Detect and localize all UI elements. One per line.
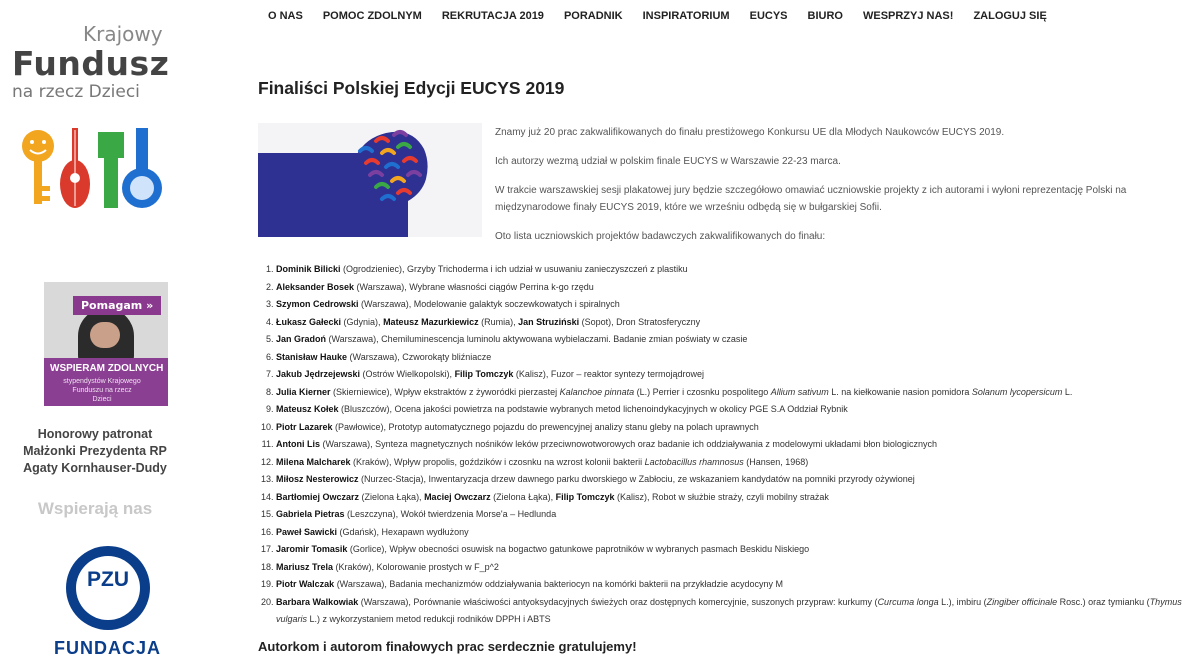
finalist-details: (Bluszczów), Ocena jakości powietrza na podstawie wybranych metod lichenoindykacyjnych w okolicy PGE S.A Oddział Rybnik bbox=[338, 404, 848, 414]
finalist-details: (L.) Perrier i czosnku pospolitego bbox=[634, 386, 771, 397]
chevron-right-icon: » bbox=[146, 299, 154, 312]
finalist-details: (Warszawa), Badania mechanizmów oddziaływania bakteriocyn na komórki bakterii na przykładzie acydocyny M bbox=[334, 579, 784, 589]
nav-wesprzyj[interactable]: WESPRZYJ NAS! bbox=[862, 10, 954, 22]
logo-art-icon bbox=[18, 126, 168, 216]
finalist-item bbox=[276, 524, 1193, 542]
intro-text bbox=[495, 124, 1193, 257]
finalist-details: (Ogrodzieniec), Grzyby Trichoderma i ich udział w usuwaniu zanieczyszczeń z plastiku bbox=[340, 264, 688, 274]
promo-subtitle: stypendystów Krajowego Funduszu na rzecz Dzieci bbox=[63, 378, 141, 403]
nav-pomoc-zdolnym[interactable]: POMOC ZDOLNYM bbox=[322, 10, 422, 22]
nav-rekrutacja[interactable]: REKRUTACJA 2019 bbox=[441, 10, 544, 22]
finalist-name: Mariusz Trela bbox=[276, 561, 334, 572]
fundacja-label: FUNDACJA bbox=[54, 638, 161, 658]
finalists-list bbox=[258, 261, 1193, 629]
logo-line-1: Krajowy bbox=[83, 22, 163, 46]
finalist-name: Jaromir Tomasik bbox=[276, 544, 348, 554]
eucys-head-graphic bbox=[258, 123, 482, 237]
species-name: Kalanchoe pinnata bbox=[559, 386, 635, 397]
promo-banner[interactable] bbox=[44, 282, 168, 406]
finalist-name: Dominik Bilicki bbox=[276, 264, 341, 274]
finalist-name: Julia Kierner bbox=[276, 386, 331, 397]
finalist-details: L.), imbiru ( bbox=[938, 596, 987, 607]
finalist-name: Jan Struziński bbox=[518, 316, 580, 327]
main-content bbox=[258, 78, 1193, 654]
finalist-item bbox=[276, 576, 1193, 594]
species-name: Zingiber officinale bbox=[986, 596, 1058, 607]
finalist-details: (Gdynia), bbox=[341, 316, 384, 327]
finalist-name: Milena Malcharek bbox=[276, 456, 351, 467]
finalist-name: Filip Tomczyk bbox=[454, 369, 514, 379]
finalist-details: (Gdańsk), Hexapawn wydłużony bbox=[337, 526, 469, 537]
finalist-name: Barbara Walkowiak bbox=[276, 596, 359, 607]
eucys-logo-image bbox=[258, 123, 482, 237]
finalist-details: Rosc.) oraz tymianku ( bbox=[1057, 596, 1150, 607]
finalist-name: Aleksander Bosek bbox=[276, 281, 355, 292]
finalist-name: Jakub Jędrzejewski bbox=[276, 369, 361, 379]
finalist-name: Łukasz Gałecki bbox=[276, 316, 342, 327]
finalist-details: (Pawłowice), Prototyp automatycznego pojazdu do prewencyjnej analizy stanu gleby na polach uprawnych bbox=[332, 421, 759, 432]
nav-zaloguj[interactable]: ZALOGUJ SIĘ bbox=[973, 10, 1047, 22]
finalist-details: (Ostrów Wielkopolski), bbox=[360, 369, 455, 379]
finalist-details: (Warszawa), Synteza magnetycznych nośników leków przeciwnowotworowych oraz badanie ich oddziaływania z modelowymi układami błon biologicznych bbox=[320, 439, 937, 449]
finalist-item bbox=[276, 594, 1193, 629]
finalist-name: Miłosz Nesterowicz bbox=[276, 474, 359, 484]
finalist-item bbox=[276, 279, 1193, 297]
finalist-item bbox=[276, 541, 1193, 559]
species-name: Thymus vulgaris bbox=[276, 596, 1182, 624]
logo-line-2: Fundusz bbox=[12, 44, 170, 83]
finalist-details: (Rumia), bbox=[478, 316, 519, 327]
intro-paragraph: Ich autorzy wezmą udział w polskim finale EUCYS w Warszawie 22-23 marca. bbox=[495, 156, 841, 167]
finalist-details: (Nurzec-Stacja), Inwentaryzacja drzew dawnego parku dworskiego w Zabłociu, ze wskazaniem kandydatów na pomniki przyrody ożywionej bbox=[358, 474, 915, 484]
patron-line-2: Małżonki Prezydenta RP bbox=[23, 444, 167, 458]
finalist-name: Jan Gradoń bbox=[276, 334, 327, 344]
finalist-name: Antoni Lis bbox=[276, 439, 320, 449]
sidebar bbox=[0, 0, 175, 657]
finalist-details: (Leszczyna), Wokół twierdzenia Morse'a – Hedlunda bbox=[344, 509, 557, 519]
finalist-name: Piotr Lazarek bbox=[276, 421, 333, 432]
finalist-item bbox=[276, 454, 1193, 472]
nav-biuro[interactable]: BIURO bbox=[807, 10, 843, 22]
finalist-details: L.) z wykorzystaniem metod redukcji rodników DPPH i ABTS bbox=[307, 614, 551, 624]
finalist-name: Stanisław Hauke bbox=[276, 351, 348, 362]
finalist-details: L. bbox=[1062, 386, 1073, 397]
species-name: Curcuma longa bbox=[877, 596, 939, 607]
finalist-details: (Kalisz), Fuzor – reaktor syntezy termojądrowej bbox=[513, 369, 704, 379]
main-nav bbox=[258, 10, 1057, 22]
person-face bbox=[90, 322, 120, 348]
pzu-logo-text: PZU bbox=[87, 568, 129, 591]
finalist-item bbox=[276, 314, 1193, 332]
species-name: Solanum lycopersicum bbox=[971, 386, 1063, 397]
finalist-item bbox=[276, 366, 1193, 384]
pomagam-label: Pomagam bbox=[81, 299, 143, 312]
honorary-patronage bbox=[20, 426, 170, 477]
congratulations-text: Autorkom i autorom finałowych prac serdecznie gratulujemy! bbox=[258, 639, 637, 654]
finalist-details: (Kalisz), Robot w służbie straży, czyli mobilny strażak bbox=[614, 491, 829, 502]
finalist-details: (Warszawa), Czworokąty bliźniacze bbox=[347, 351, 492, 362]
finalist-item bbox=[276, 419, 1193, 437]
finalist-details: (Warszawa), Porównanie właściwości antyoksydacyjnych świeżych oraz dostępnych komercyjnie, suszonych przypraw: kurkumy ( bbox=[358, 596, 878, 607]
finalists-ordered-list bbox=[258, 261, 1193, 629]
nav-poradnik[interactable]: PORADNIK bbox=[563, 10, 623, 22]
finalist-name: Piotr Walczak bbox=[276, 579, 335, 589]
finalist-details: (Sopot), Dron Stratosferyczny bbox=[579, 316, 701, 327]
finalist-item bbox=[276, 559, 1193, 577]
finalist-details: (Kraków), Kolorowanie prostych w F_p^2 bbox=[333, 561, 499, 572]
species-name: Lactobacillus rhamnosus bbox=[644, 456, 744, 467]
finalist-name: Filip Tomczyk bbox=[555, 491, 615, 502]
promo-caption bbox=[44, 358, 168, 406]
finalist-name: Mateusz Mazurkiewicz bbox=[383, 316, 479, 327]
finalist-item bbox=[276, 506, 1193, 524]
finalist-details: (Hansen, 1968) bbox=[743, 456, 809, 467]
finalist-details: (Kraków), Wpływ propolis, goździków i czosnku na wzrost kolonii bakterii bbox=[350, 456, 645, 467]
page-title: Finaliści Polskiej Edycji EUCYS 2019 bbox=[258, 78, 565, 98]
finalist-item bbox=[276, 489, 1193, 507]
finalist-name: Maciej Owczarz bbox=[424, 491, 491, 502]
finalist-name: Mateusz Kołek bbox=[276, 404, 339, 414]
nav-o-nas[interactable]: O NAS bbox=[268, 10, 303, 22]
nav-eucys[interactable]: EUCYS bbox=[749, 10, 788, 22]
finalist-name: Bartłomiej Owczarz bbox=[276, 491, 360, 502]
finalist-item bbox=[276, 436, 1193, 454]
finalist-details: (Warszawa), Wybrane własności ciągów Perrina k-go rzędu bbox=[354, 281, 594, 292]
intro-paragraph: W trakcie warszawskiej sesji plakatowej jury będzie szczegółowo omawiać uczniowskie projekty z ich autorami i wyłoni reprezentację Polski na międzynarodowe finały EUCYS 2019, które we wrześniu odbędą się w bułgarskiej Sofii. bbox=[495, 185, 1127, 213]
patron-line-1: Honorowy patronat bbox=[37, 427, 153, 441]
finalist-item bbox=[276, 471, 1193, 489]
supporters-heading: Wspierają nas bbox=[37, 499, 153, 518]
finalist-details: (Gorlice), Wpływ obecności osuwisk na bogactwo gatunkowe paprotników w wybranych pasmach Beskidu Niskiego bbox=[347, 544, 810, 554]
pzu-logo[interactable] bbox=[66, 546, 150, 630]
logo-line-3: na rzecz Dzieci bbox=[12, 82, 140, 102]
species-name: Allium sativum bbox=[770, 386, 829, 397]
finalist-details: (Zielona Łąka), bbox=[359, 491, 425, 502]
finalist-item bbox=[276, 296, 1193, 314]
nav-inspiratorium[interactable]: INSPIRATORIUM bbox=[642, 10, 730, 22]
finalist-details: (Zielona Łąka), bbox=[490, 491, 556, 502]
finalist-item bbox=[276, 261, 1193, 279]
finalist-details: (Warszawa), Modelowanie galaktyk soczewkowatych i spiralnych bbox=[358, 299, 620, 309]
promo-title: WSPIERAM ZDOLNYCH bbox=[50, 363, 164, 374]
intro-paragraph: Znamy już 20 prac zakwalifikowanych do finału prestiżowego Konkursu UE dla Młodych Naukowców EUCYS 2019. bbox=[495, 127, 1005, 138]
finalist-name: Gabriela Pietras bbox=[276, 509, 345, 519]
finalist-name: Paweł Sawicki bbox=[276, 526, 338, 537]
finalist-name: Szymon Cedrowski bbox=[276, 299, 359, 309]
finalist-item bbox=[276, 331, 1193, 349]
finalist-item bbox=[276, 401, 1193, 419]
finalist-details: L. na kiełkowanie nasion pomidora bbox=[828, 386, 972, 397]
pomagam-button[interactable] bbox=[73, 296, 161, 315]
finalist-item bbox=[276, 384, 1193, 402]
finalist-details: (Skierniewice), Wpływ ekstraktów z żyworódki pierzastej bbox=[330, 386, 560, 397]
intro-paragraph: Oto lista uczniowskich projektów badawczych zakwalifikowanych do finału: bbox=[495, 231, 826, 242]
finalist-details: (Warszawa), Chemiluminescencja luminolu aktywowana wybielaczami. Badanie zmian poświaty w czasie bbox=[326, 334, 748, 344]
finalist-item bbox=[276, 349, 1193, 367]
patron-line-3: Agaty Kornhauser-Dudy bbox=[23, 461, 167, 475]
